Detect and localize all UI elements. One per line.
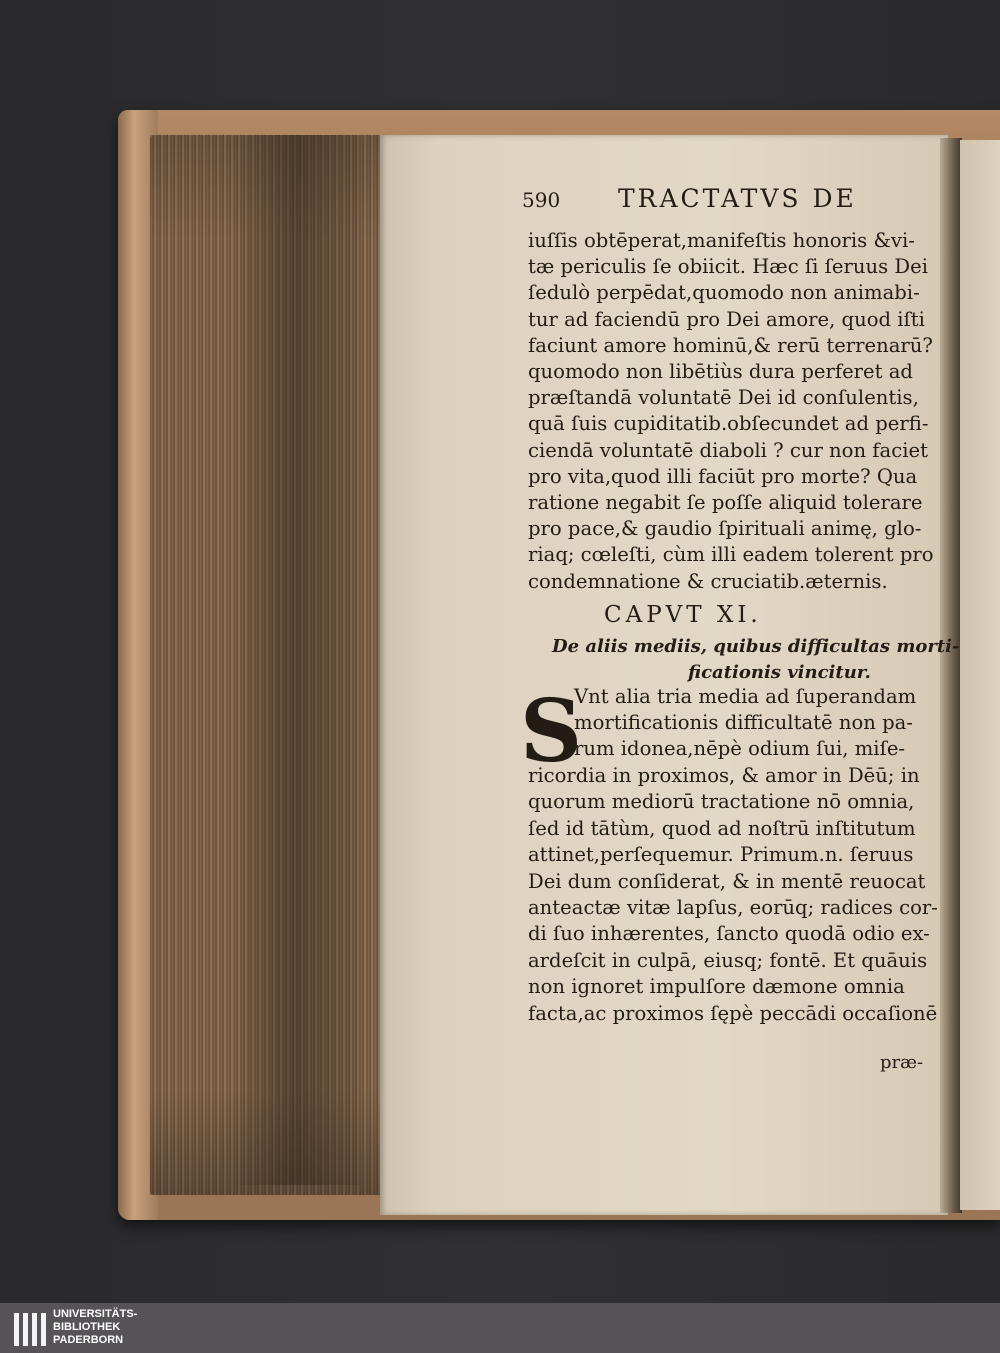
- text-line: ratione negabit ſe poſſe aliquid tolerare: [528, 491, 923, 514]
- text-line: ricordia in proximos, & amor in Dēū; in: [528, 764, 920, 787]
- header-title: TRACTATVS DE: [618, 184, 857, 213]
- text-line: ſedulò perpēdat,quomodo non animabi-: [528, 281, 920, 305]
- text-line: faciunt amore hominū,& rerū terrenarū?: [528, 333, 933, 357]
- library-name-line-2: BIBLIOTHEK: [53, 1321, 121, 1333]
- library-footer: [0, 1303, 1000, 1353]
- library-name-line-1: UNIVERSITÄTS-: [53, 1308, 138, 1320]
- drop-cap: S: [520, 681, 583, 782]
- book-gutter: [940, 138, 962, 1213]
- chapter-subtitle-line-2: ficationis vincitur.: [688, 662, 871, 683]
- library-name: [53, 1308, 193, 1347]
- text-line: Dei dum conſiderat, & in mentē reuocat: [528, 869, 926, 893]
- text-line: ciendā voluntatē diaboli ? cur non faciet: [528, 438, 928, 462]
- library-name-line-3: PADERBORN: [53, 1334, 124, 1346]
- text-line: mortificationis difficultatē non pa-: [574, 711, 913, 735]
- text-line: tæ periculis ſe obiicit. Hæc ſi ſeruus Dei: [528, 255, 928, 279]
- text-line: tur ad faciendū pro Dei amore, quod iſti: [528, 307, 925, 331]
- page-number: 590: [522, 188, 561, 212]
- text-line: quā ſuis cupiditatib.obſecundet ad perfi-: [528, 412, 929, 436]
- facing-page-edge: [960, 140, 1000, 1210]
- text-line: pro pace,& gaudio ſpirituali animę, glo-: [528, 517, 922, 541]
- text-line: condemnatione & cruciatib.æternis.: [528, 569, 888, 593]
- catchword: præ-: [880, 1052, 924, 1073]
- text-line: pro vita,quod illi faciūt pro morte? Qua: [528, 464, 918, 488]
- text-line: quomodo non libētiùs dura perferet ad: [528, 360, 913, 383]
- chapter-heading: CAPVT XI.: [604, 602, 762, 628]
- chapter-subtitle-line-1: De aliis mediis, quibus difficultas morti-: [552, 636, 960, 657]
- library-logo-icon: [14, 1313, 48, 1346]
- text-line: non ignoret impulſore dæmone omnia: [528, 975, 905, 999]
- text-line: Vnt alia tria media ad ſuperandam: [574, 685, 917, 708]
- page-block-shadow: [230, 135, 360, 1185]
- text-line: iuſſis obtēperat,manifeſtis honoris &vi-: [528, 229, 915, 252]
- text-line: ardeſcit in culpā, eiusq; fontē. Et quāuis: [528, 948, 928, 972]
- text-line: rum idonea,nēpè odium ſui, miſe-: [574, 737, 906, 761]
- text-line: di ſuo inhærentes, ſancto quodā odio ex-: [528, 922, 930, 946]
- text-line: ſed id tātùm, quod ad noſtrū inſtitutum: [528, 816, 916, 840]
- text-line: attinet,perſequemur. Primum.n. ſeruus: [528, 843, 914, 867]
- text-line: anteactæ vitæ lapſus, eorūq; radices cor-: [528, 896, 938, 919]
- text-line: facta,ac proximos ſępè peccādi occaſionē: [528, 1001, 938, 1025]
- text-line: riaq; cœleſti, cùm illi eadem tolerent pro: [528, 543, 934, 567]
- text-line: præſtandā voluntatē Dei id conſulentis,: [528, 386, 919, 410]
- text-line: quorum mediorū tractatione nō omnia,: [528, 790, 915, 814]
- running-head: [522, 184, 922, 216]
